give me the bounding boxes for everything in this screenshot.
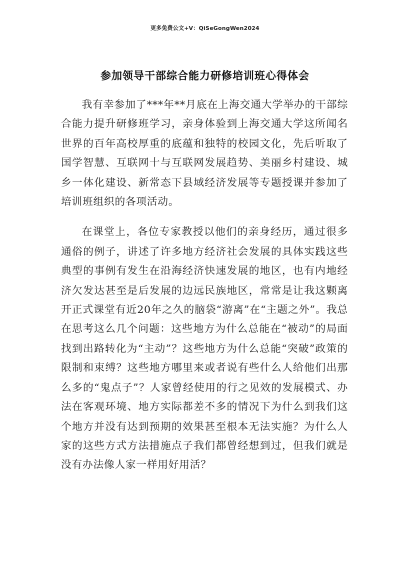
document-title: 参加领导干部综合能力研修培训班心得体会 [100, 70, 310, 82]
paragraph: 在课堂上，各位专家教授以他们的亲身经历，通过很多通俗的例子，讲述了许多地方经济社会发展的具体实践这些典型的事例有发生在沿海经济快速发展的地区，也有内地经济欠发达甚至是后发展的边远民族地区，常常是让我这颗离开正式课堂有近20年之久的脑袋“游离”在“主题之外”。我总在思考这么几个问题：这些地方为什么总能在“被动”的局面找到出路转化为“主动”？这些地方为什么总能“突破”政策的限制和束缚？这些地方哪里来或者说有些什么人给他们出那么多的“鬼点子”？人家曾经使用的行之见效的发展模式、办法在客观环境、地方实际都差不多的情况下为什么到我们这个地方并没有达到预期的效果甚至根本无法实施？为什么人家的这些方式方法措施点子我们都曾经想到过，但我们就是没有办法像人家一样用好用活？ [61, 226, 348, 472]
header-promo-note: 更多免费公文+V：QiSeGongWen2024 [150, 26, 260, 32]
document-body [61, 96, 348, 476]
paragraph: 我有幸参加了***年**月底在上海交通大学举办的干部综合能力提升研修班学习，亲身体验到上海交通大学这所闻名世界的百年高校厚重的底蕴和独特的校园文化，先后听取了国学智慧、互联网十与互联网发展趋势、美丽乡村建设、城乡一体化建设、新常态下县域经济发展等专题授课并参加了培训班组织的各项活动。 [61, 99, 348, 209]
